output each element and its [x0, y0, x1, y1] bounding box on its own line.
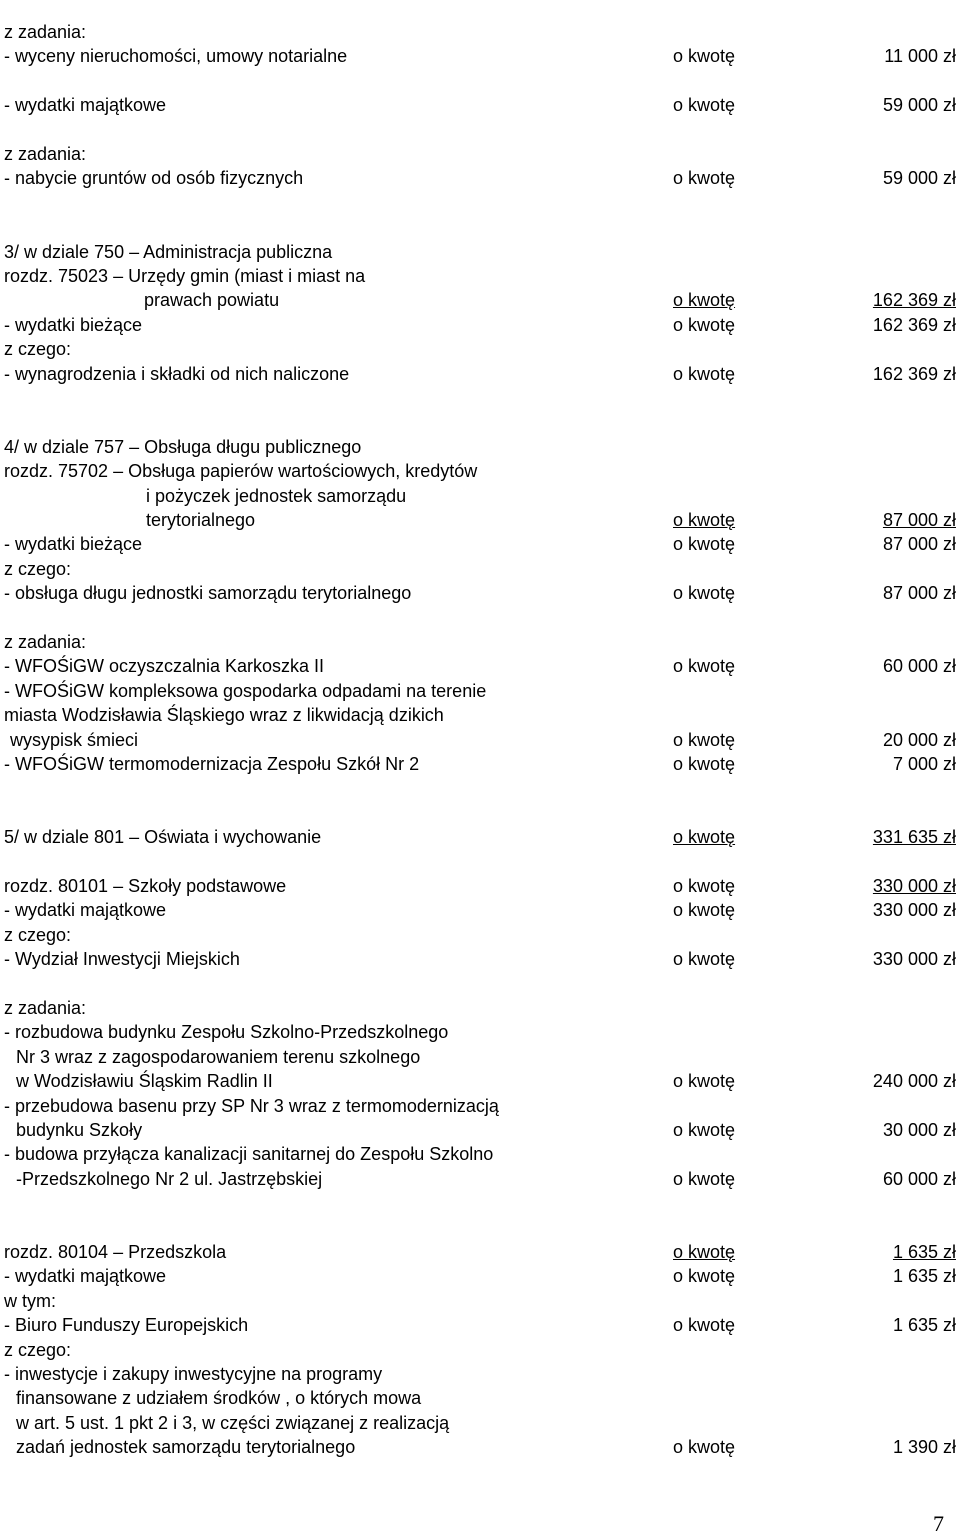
- text-line: [4, 1386, 956, 1410]
- blank-line: [4, 606, 956, 630]
- amount-prefix: o kwotę: [673, 363, 736, 384]
- text-line: [4, 1338, 956, 1362]
- amount-prefix: o kwotę: [673, 900, 736, 921]
- line-text: z zadania:: [4, 998, 87, 1018]
- amount-prefix: o kwotę: [673, 1168, 736, 1189]
- text-line: [4, 557, 956, 581]
- amount-value: 240 000 zł: [872, 1071, 956, 1092]
- text-line: [4, 1313, 956, 1337]
- text-line: [4, 728, 956, 752]
- line-text: 5/ w dziale 801 – Oświata i wychowanie: [4, 827, 322, 848]
- underlined-total: [673, 1240, 956, 1264]
- amount-value: 87 000 zł: [882, 534, 956, 555]
- line-text: z czego:: [4, 1339, 72, 1360]
- line-text: rozdz. 80101 – Szkoły podstawowe: [4, 876, 287, 896]
- text-line: [4, 484, 956, 508]
- amount-prefix: o kwotę: [673, 314, 736, 335]
- text-line: [4, 654, 956, 678]
- amount-prefix: o kwotę: [673, 46, 736, 67]
- amount-prefix: o kwotę: [673, 1071, 736, 1092]
- text-line: [4, 1118, 956, 1142]
- text-line: [4, 1411, 956, 1435]
- text-line: [4, 923, 956, 947]
- line-text: - wydatki majątkowe: [4, 1266, 167, 1287]
- line-text: rozdz. 75023 – Urzędy gmin (miast i miast na: [4, 266, 366, 286]
- blank-line: [4, 386, 956, 410]
- amount-prefix: o kwotę: [673, 1315, 736, 1336]
- text-line: [4, 1167, 956, 1191]
- text-line: [4, 898, 956, 922]
- line-text: rozdz. 75702 – Obsługa papierów wartościowych, kredytów: [4, 461, 478, 482]
- line-text: zadań jednostek samorządu terytorialnego: [16, 1437, 356, 1458]
- underlined-total: [673, 288, 956, 312]
- blank-line: [4, 118, 956, 142]
- text-line: [4, 1069, 956, 1093]
- blank-line: [4, 410, 956, 434]
- text-line: [4, 313, 956, 337]
- amount-value: 87 000 zł: [882, 583, 956, 604]
- line-text: i pożyczek jednostek samorządu: [146, 485, 407, 506]
- text-line: [4, 532, 956, 556]
- blank-line: [4, 1216, 956, 1240]
- amount-value: 1 635 zł: [892, 1242, 956, 1262]
- underlined-total: [673, 825, 956, 849]
- text-line: [4, 679, 956, 703]
- text-line: [4, 142, 956, 166]
- amount-prefix: o kwotę: [673, 510, 736, 530]
- text-line: [4, 996, 956, 1020]
- amount-value: 162 369 zł: [872, 290, 956, 311]
- amount-value: 30 000 zł: [882, 1120, 956, 1140]
- amount-prefix: o kwotę: [673, 95, 736, 116]
- line-text: miasta Wodzisławia Śląskiego wraz z likwidacją dzikich: [4, 705, 444, 726]
- amount-prefix: o kwotę: [673, 290, 736, 311]
- line-text: prawach powiatu: [144, 290, 280, 311]
- line-text: - WFOŚiGW termomodernizacja Zespołu Szkół Nr 2: [4, 754, 420, 774]
- text-line: [4, 1142, 956, 1166]
- text-line: [4, 288, 956, 312]
- text-line: [4, 459, 956, 483]
- line-text: - przebudowa basenu przy SP Nr 3 wraz z termomodernizacją: [4, 1095, 499, 1116]
- amount-prefix: o kwotę: [673, 534, 736, 555]
- amount-value: 7 000 zł: [892, 754, 956, 774]
- line-text: z zadania:: [4, 144, 87, 164]
- text-line: [4, 825, 956, 849]
- text-line: [4, 1240, 956, 1264]
- text-line: [4, 20, 956, 44]
- line-text: - wydatki bieżące: [4, 314, 143, 335]
- text-line: [4, 703, 956, 727]
- text-line: [4, 1094, 956, 1118]
- amount-value: 11 000 zł: [884, 46, 956, 67]
- amount-prefix: o kwotę: [673, 583, 736, 604]
- amount-value: 1 390 zł: [892, 1437, 956, 1458]
- text-line: [4, 1435, 956, 1459]
- line-text: - wyceny nieruchomości, umowy notarialne: [4, 46, 348, 67]
- text-line: [4, 93, 956, 117]
- amount-prefix: o kwotę: [673, 949, 736, 970]
- line-text: rozdz. 80104 – Przedszkola: [4, 1242, 227, 1262]
- text-line: [4, 362, 956, 386]
- text-line: [4, 752, 956, 776]
- amount-value: 20 000 zł: [882, 729, 956, 750]
- amount-prefix: o kwotę: [673, 827, 736, 848]
- amount-value: 60 000 zł: [882, 1168, 956, 1189]
- line-text: w art. 5 ust. 1 pkt 2 i 3, w części związanej z realizacją: [16, 1412, 450, 1433]
- amount-prefix: o kwotę: [673, 1266, 736, 1287]
- line-text: z czego:: [4, 339, 72, 360]
- text-line: [4, 630, 956, 654]
- amount-value: 162 369 zł: [872, 314, 956, 335]
- amount-value: 59 000 zł: [882, 168, 956, 189]
- amount-prefix: o kwotę: [673, 1120, 736, 1140]
- blank-line: [4, 972, 956, 996]
- text-line: [4, 240, 956, 264]
- amount-prefix: o kwotę: [673, 754, 736, 774]
- line-text: 4/ w dziale 757 – Obsługa długu publicznego: [4, 436, 362, 457]
- blank-line: [4, 1191, 956, 1215]
- text-line: [4, 581, 956, 605]
- amount-value: 1 635 zł: [892, 1315, 956, 1336]
- blank-line: [4, 191, 956, 215]
- line-text: - WFOŚiGW oczyszczalnia Karkoszka II: [4, 656, 325, 677]
- text-line: [4, 1289, 956, 1313]
- text-line: [4, 874, 956, 898]
- line-text: finansowane z udziałem środków , o których mowa: [16, 1388, 422, 1409]
- line-text: w Wodzisławiu Śląskim Radlin II: [16, 1071, 273, 1092]
- text-line: [4, 1362, 956, 1386]
- line-text: - wydatki bieżące: [4, 534, 143, 555]
- amount-value: 87 000 zł: [882, 510, 956, 530]
- line-text: budynku Szkoły: [16, 1120, 143, 1140]
- line-text: -Przedszkolnego Nr 2 ul. Jastrzębskiej: [16, 1168, 323, 1189]
- amount-value: 59 000 zł: [882, 95, 956, 116]
- text-line: [4, 947, 956, 971]
- amount-value: 330 000 zł: [872, 876, 956, 896]
- amount-prefix: o kwotę: [673, 1437, 736, 1458]
- line-text: z czego:: [4, 924, 72, 945]
- text-line: [4, 508, 956, 532]
- line-text: - Biuro Funduszy Europejskich: [4, 1315, 249, 1336]
- amount-prefix: o kwotę: [673, 1242, 736, 1262]
- line-text: 3/ w dziale 750 – Administracja publiczna: [4, 241, 333, 262]
- amount-prefix: o kwotę: [673, 729, 736, 750]
- text-line: [4, 337, 956, 361]
- amount-value: 331 635 zł: [872, 827, 956, 848]
- line-text: - inwestycje i zakupy inwestycyjne na programy: [4, 1364, 383, 1384]
- line-text: - wynagrodzenia i składki od nich naliczone: [4, 363, 350, 384]
- line-text: w tym:: [4, 1290, 56, 1311]
- amount-prefix: o kwotę: [673, 656, 736, 677]
- page-number: 7: [933, 1511, 944, 1536]
- text-line: [4, 1264, 956, 1288]
- line-text: z zadania:: [4, 632, 87, 652]
- line-text: - WFOŚiGW kompleksowa gospodarka odpadami na terenie: [4, 680, 487, 701]
- text-line: [4, 44, 956, 68]
- line-text: z zadania:: [4, 22, 87, 42]
- amount-prefix: o kwotę: [673, 168, 736, 189]
- amount-value: 1 635 zł: [892, 1266, 956, 1287]
- underlined-total: [673, 508, 956, 532]
- line-text: wysypisk śmieci: [10, 729, 139, 750]
- amount-value: 330 000 zł: [872, 949, 956, 970]
- amount-value: 330 000 zł: [872, 900, 956, 921]
- amount-value: 162 369 zł: [872, 363, 956, 384]
- text-line: [4, 264, 956, 288]
- text-line: [4, 435, 956, 459]
- amount-prefix: o kwotę: [673, 876, 736, 896]
- blank-line: [4, 215, 956, 239]
- line-text: - rozbudowa budynku Zespołu Szkolno-Przedszkolnego: [4, 1022, 449, 1043]
- line-text: - Wydział Inwestycji Miejskich: [4, 949, 240, 970]
- text-line: [4, 166, 956, 190]
- blank-line: [4, 69, 956, 93]
- line-text: - obsługa długu jednostki samorządu terytorialnego: [4, 583, 412, 604]
- amount-value: 60 000 zł: [882, 656, 956, 677]
- line-text: - nabycie gruntów od osób fizycznych: [4, 168, 304, 189]
- line-text: - wydatki majątkowe: [4, 95, 167, 116]
- blank-line: [4, 850, 956, 874]
- text-line: [4, 1045, 956, 1069]
- text-line: [4, 1020, 956, 1044]
- blank-line: [4, 776, 956, 800]
- line-text: - budowa przyłącza kanalizacji sanitarnej do Zespołu Szkolno: [4, 1144, 494, 1165]
- line-text: - wydatki majątkowe: [4, 900, 167, 921]
- line-text: z czego:: [4, 558, 72, 579]
- line-text: Nr 3 wraz z zagospodarowaniem terenu szkolnego: [16, 1046, 421, 1067]
- line-text: terytorialnego: [146, 510, 256, 530]
- blank-line: [4, 801, 956, 825]
